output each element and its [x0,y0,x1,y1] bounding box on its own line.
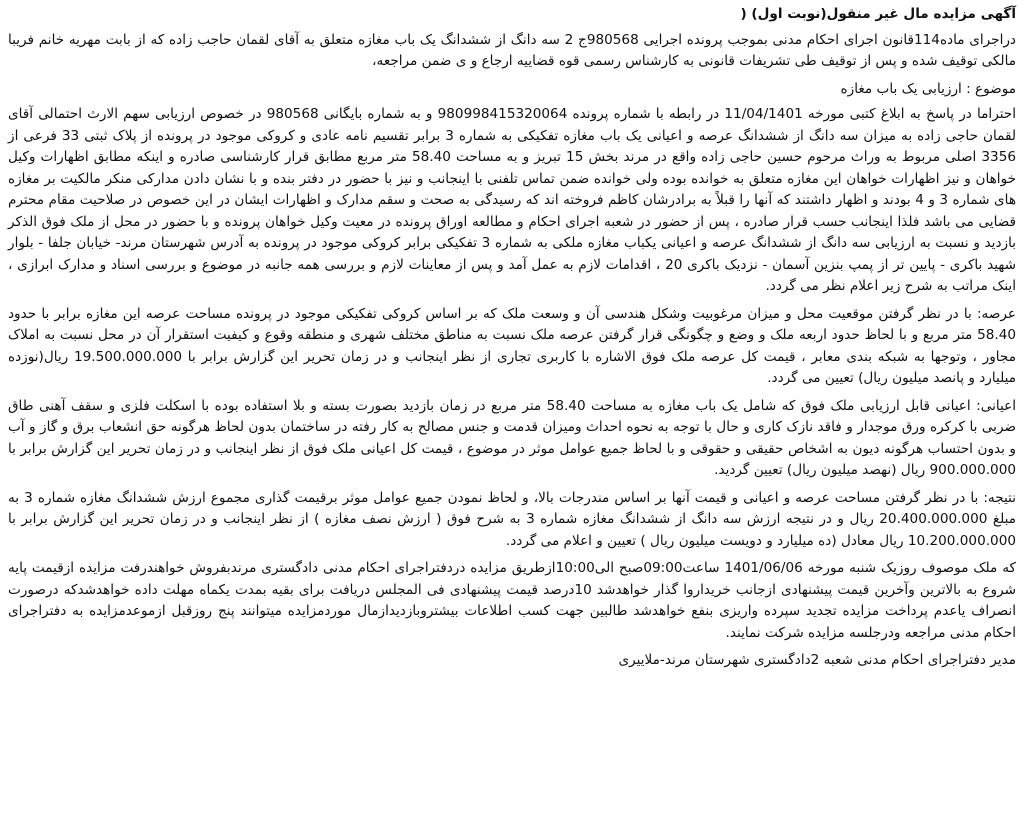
notice-title: آگهی مزایده مال غیر منقول(نوبت اول) ( [740,6,1016,22]
intro-paragraph: دراجرای ماده114قانون اجرای احکام مدنی بموجب پرونده اجرایی 980568ج 2 سه دانگ از ششدانگ یک باب مغازه متعلق به آقای لقمان حاجب زاده که از بابت مهریه خانم فریبا مالکی توقیف شده و پس از توقیف طی تشریفات قانونی به کارشناس رسمی قوه قضاییه ارجاع و ی ضمن مراجعه، [8,31,1016,69]
signature-line: مدیر دفتراجرای احکام مدنی شعبه 2دادگستری شهرستان مرند-ملاییری [618,652,1016,668]
conclusion-paragraph: نتیجه: با در نظر گرفتن مساحت عرصه و اعیانی و قیمت آنها بر اساس مندرجات بالا، و لحاظ نمودن جمیع عوامل موثر برقیمت گذاری مجموع ارزش ششدانگ مغازه شماره 3 به مبلغ 20.400.000.000 ریال و در نتیجه ارزش سه دانگ از ششدانگ مغازه شماره 3 به شرح فوق ( ارزش نصف مغازه ) از نظر اینجانب و در زمان تحریر این گزارش برابر با 10.200.000.000 ریال معادل (ده میلیارد و دویست میلیون ریال ) تعیین و اعلام می گردد. [8,489,1016,549]
land-valuation-paragraph: عرصه: با در نظر گرفتن موقعیت محل و میزان مرغوبیت وشکل هندسی آن و وسعت ملک که بر اساس کروکی تفکیکی موجود در پرونده مساحت عرصه این مغازه برابر با حدود 58.40 متر مربع و با لحاظ حدود اربعه ملک و وضع و چگونگی قرار گرفتن عرصه ملک نسبت به مناطق مختلف شهری و منطقه وقوع و کیفیت استقرار آن در محل نسبت به املاک مجاور ، وتوجها به شبکه بندی معابر ، قیمت کل عرصه ملک فوق الاشاره با کاربری تجاری از نظر اینجانب و در زمان تحریر این گزارش برابر با 19.500.000.000 ریال(نوزده میلیارد و پانصد میلیون ریال) تعیین می گردد. [8,305,1016,386]
building-valuation-paragraph: اعیانی: اعیانی قابل ارزیابی ملک فوق که شامل یک باب مغازه به مساحت 58.40 متر مربع در زمان بازدید بصورت بسته و بلا استفاده بوده با اسکلت فلزی و سقف آهنی طاق ضربی با کرکره ورق موجدار و فاقد نازک کاری و حال با توجه به نحوه احداث ومیزان قدمت و جنس مصالح به کار رفته در ساختمان بدون لحاظ هرگونه حق انشعاب برق و گاز و آب و بدون احتساب هرگونه دیون به اشخاص حقیقی و حقوقی و با لحاظ جمیع عوامل موثر در موضوع ، قیمت کل اعیانی ملک فوق از نظر اینجانب و در زمان تحریر این گزارش برابر با 900.000.000 ریال (نهصد میلیون ریال) تعیین گردید. [8,397,1016,478]
auction-terms-paragraph: که ملک موصوف روزیک شنبه مورخه 1401/06/06 ساعت09:00صبح الی10:00ازطریق مزایده دردفتراجرای احکام مدنی دادگستری مرندبفروش خواهندرفت مزایده ازقیمت پایه شروع به بالاترین وآخرین قیمت پیشنهادی ازجانب خریداروا گذار خواهدشد 10درصد قیمت پیشنهادی فی المجلس دریافت برای بقیه بمدت یکماه مهلت داده خواهدشدکه درصورت انصراف یاعدم پرداخت مزایده تجدید سپرده واریزی بنفع خواهدشد طالبین جهت کسب اطلاعات بیشتروبازدیدازمال موردمزایده میتوانند پنج روزقبل ازموعدمزایده به دفتراجرای احکام مدنی مراجعه ودرجلسه مزایده شرکت نمایند. [8,560,1016,641]
appraisal-body-paragraph: احتراما در پاسخ به ابلاغ کتبی مورخه 11/04/1401 در رابطه با شماره پرونده 980998415320064 و به شماره بایگانی 980568 در خصوص ارزیابی سهم الارث احتمالی آقای لقمان حاجی زاده به میزان سه دانگ از ششدانگ عرصه و اعیانی یک باب مغازه تفکیکی به شماره 3 برابر تقسیم نامه عادی و کروکی موجود در پرونده از پلاک ثبتی 33 فرعی از 3356 اصلی مربوط به وراث مرحوم حسین حاجی زاده واقع در مرند بخش 15 تبریز و به مساحت 58.40 متر مربع مطابق قرار کارشناسی صادره و اینکه مطابق اظهارات وکیل خواهان و نیز اظهارات خواهان این مغازه متعلق به خوانده بوده ولی خوانده ضمن تماس تلفنی با اینجانب و نیز با حضور در دفتر بنده و با نشان دادن مدارکی منکر مالکیت بر مغازه های شماره 3 و 4 بودند و اظهار داشتند که آنها را قبلاً به برادرشان کاظم فروخته اند که رسیدگی به صحت و سقم مدارک و اظهارات ایشان در این خصوص در صلاحیت مقام محترم قضایی می باشد فلذا اینجانب حسب قرار صادره ، پس از حضور در شعبه اجرای احکام و مطالعه اوراق پرونده در معیت وکیل خواهان پرونده و با حضور در محل از ملک فوق الذکر بازدید و نسبت به ارزیابی سه دانگ از ششدانگ عرصه و اعیانی یکباب مغازه ملکی به شماره 3 تفکیکی برابر کروکی موجود در پرونده به آدرس شهرستان مرند- خیابان جلفا - بلوار شهید باکری - پایین تر از پمپ بنزین آسمان - نزدیک باکری 20 ، اقدامات لازم به عمل آمد و پس از معاینات لازم و بررسی همه جانبه در موضوع و بررسی اسناد و مدارک ابرازی ، اینک مراتب به شرح زیر اعلام نظر می گردد. [8,106,1017,294]
subject-line: موضوع : ارزیابی یک باب مغازه [840,80,1016,97]
